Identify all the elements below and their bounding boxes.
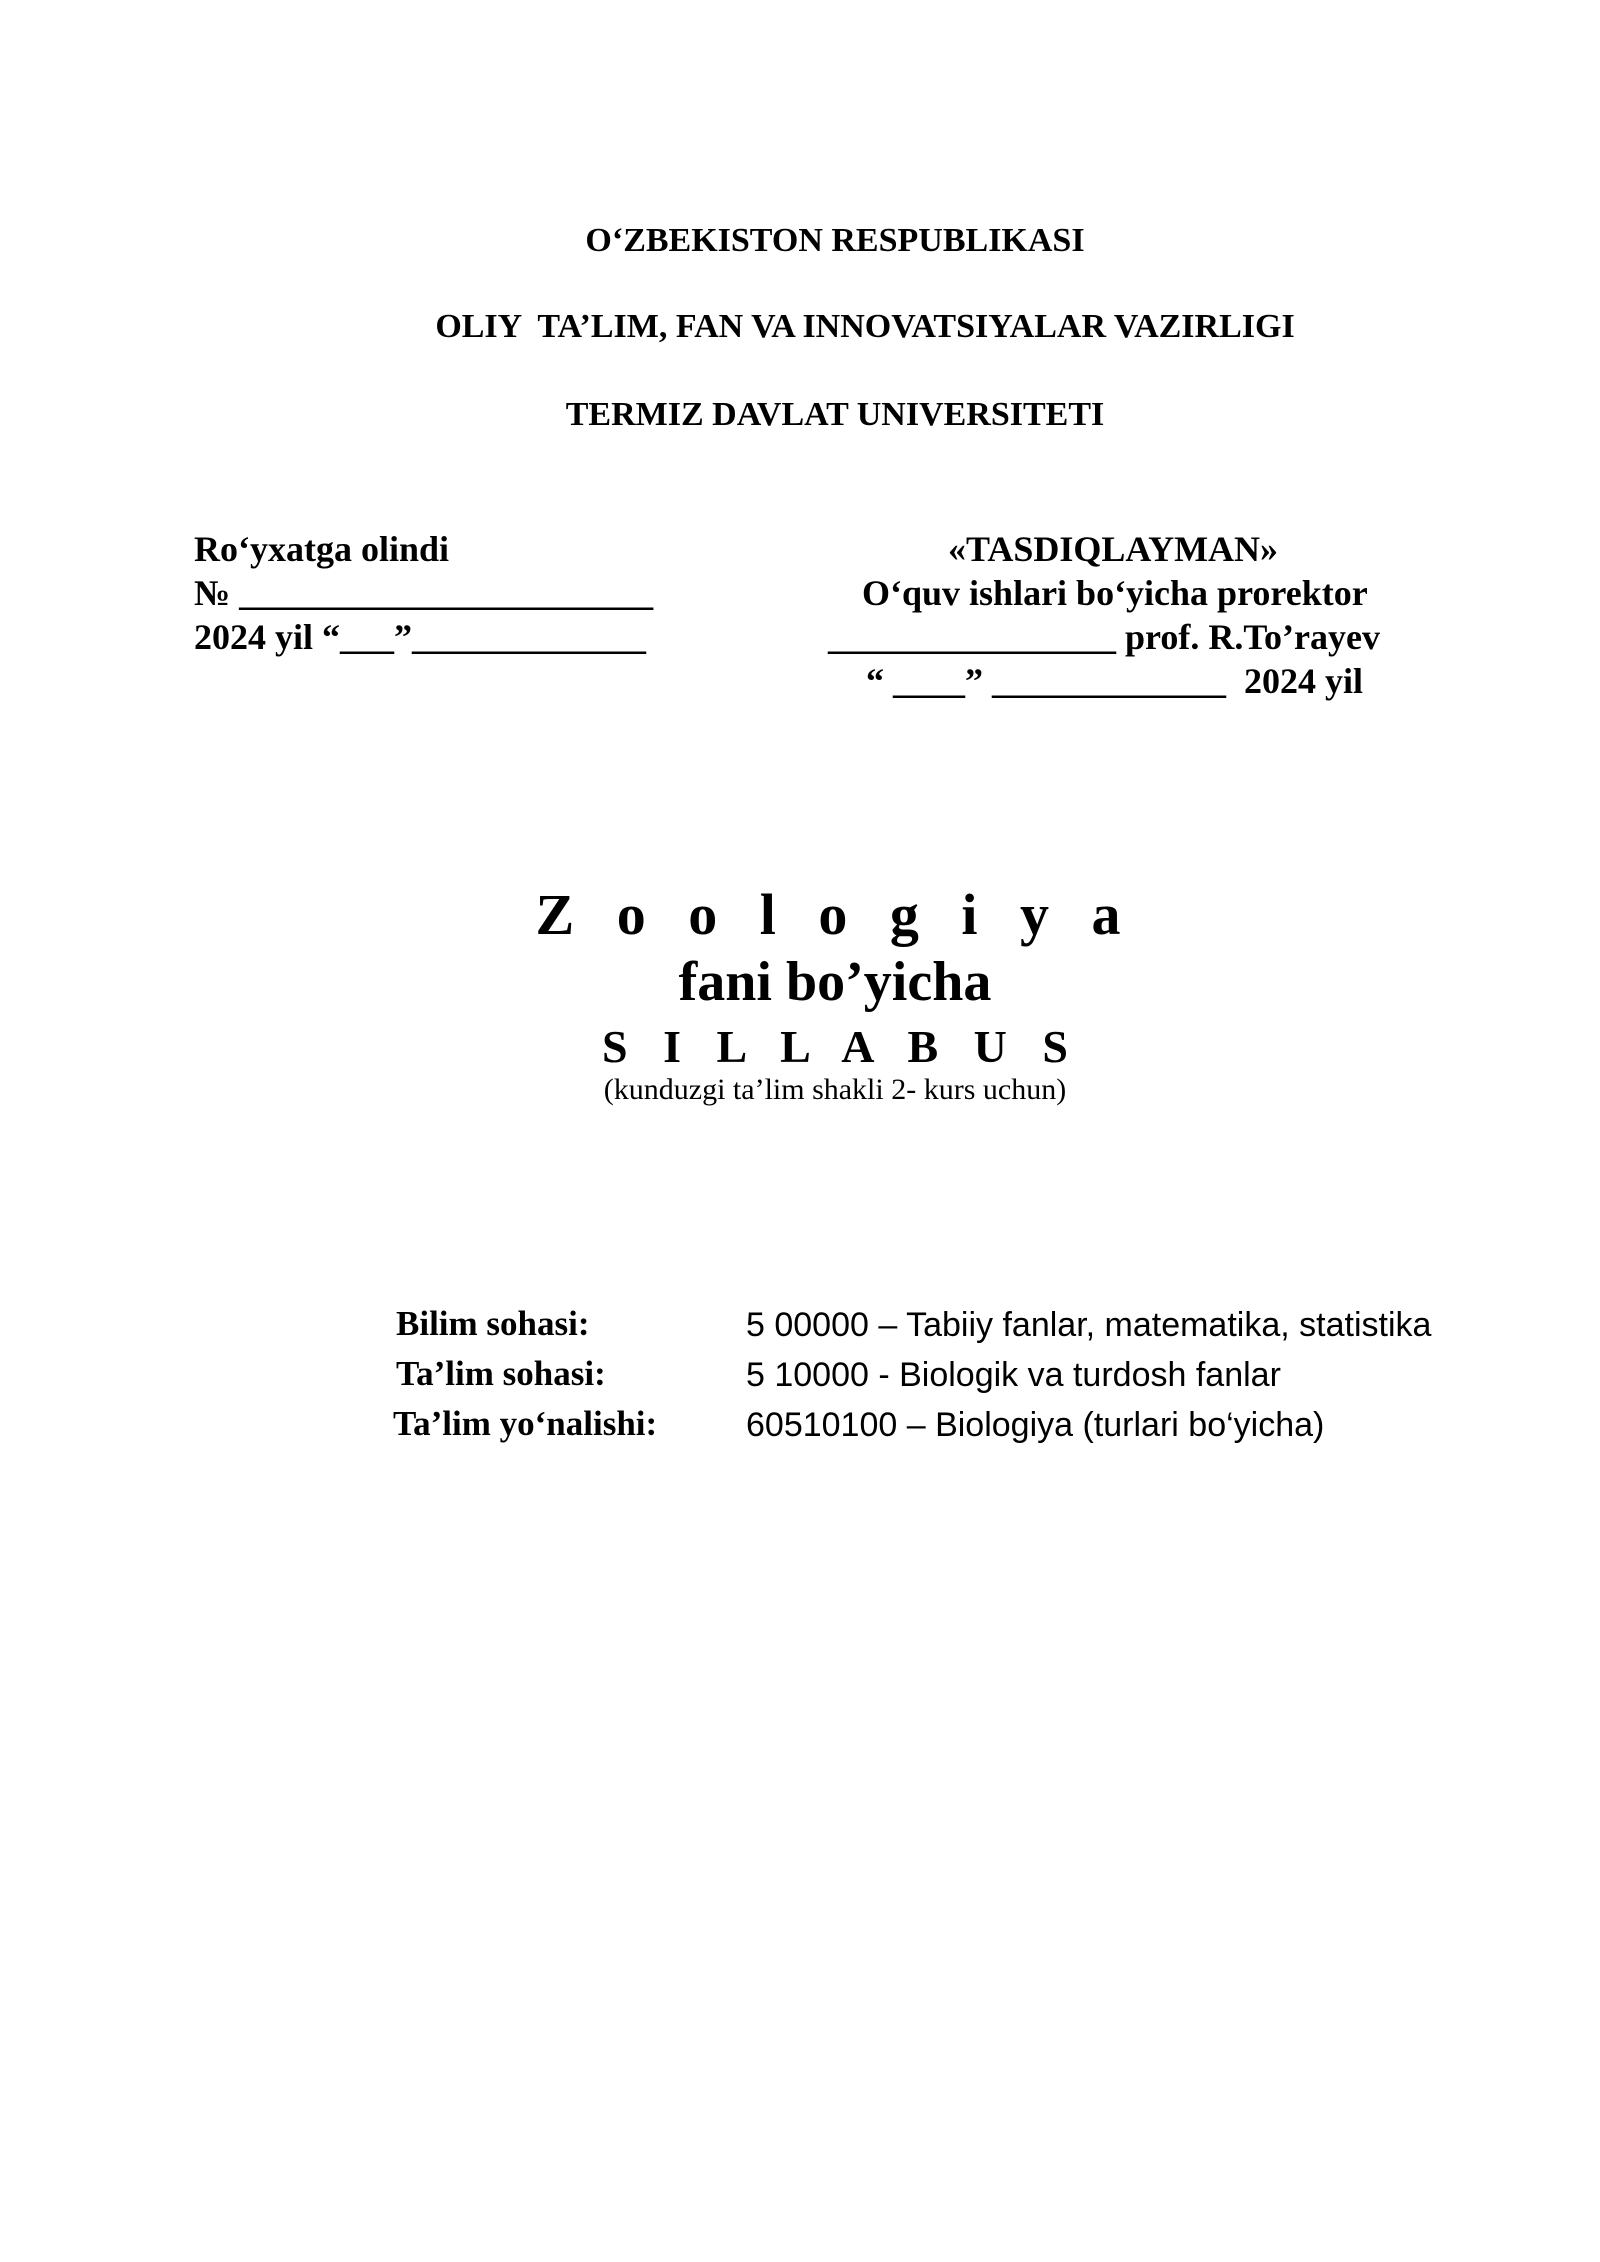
info-label-education-area: Ta’lim sohasi: xyxy=(396,1354,606,1393)
info-value-knowledge-area: 5 00000 – Tabiiy fanlar, matematika, statistika xyxy=(746,1306,1432,1344)
info-label-knowledge-area: Bilim sohasi: xyxy=(396,1304,590,1343)
subject-subtitle: fani bo’yicha xyxy=(678,951,992,1013)
registration-number-field: № _______________________ xyxy=(194,573,654,613)
subject-title: Z o o l o g i y a xyxy=(535,882,1135,947)
info-label-education-direction: Ta’lim yo‘nalishi: xyxy=(393,1404,658,1443)
approval-signature: ________________ prof. R.To’rayev xyxy=(828,617,1380,657)
info-value-education-area: 5 10000 - Biologik va turdosh fanlar xyxy=(746,1356,1281,1394)
info-value-education-direction: 60510100 – Biologiya (turlari bo‘yicha) xyxy=(746,1406,1325,1444)
approval-position: O‘quv ishlari bo‘yicha prorektor xyxy=(862,573,1368,613)
approval-title: «TASDIQLAYMAN» xyxy=(948,529,1279,569)
header-ministry-name: OLIY TA’LIM, FAN VA INNOVATSIYALAR VAZIRLIGI xyxy=(435,308,1295,345)
header-university-name: TERMIZ DAVLAT UNIVERSITETI xyxy=(565,396,1105,433)
study-form-note: (kunduzgi ta’lim shakli 2- kurs uchun) xyxy=(603,1073,1067,1106)
approval-date: “ ____” _____________ 2024 yil xyxy=(866,661,1364,701)
registration-date-field: 2024 yil “___”_____________ xyxy=(194,617,647,657)
document-type-title: S I L L A B U S xyxy=(602,1021,1080,1072)
header-ministry-country: O‘ZBEKISTON RESPUBLIKASI xyxy=(585,222,1085,259)
registration-title: Ro‘yxatga olindi xyxy=(194,529,450,569)
